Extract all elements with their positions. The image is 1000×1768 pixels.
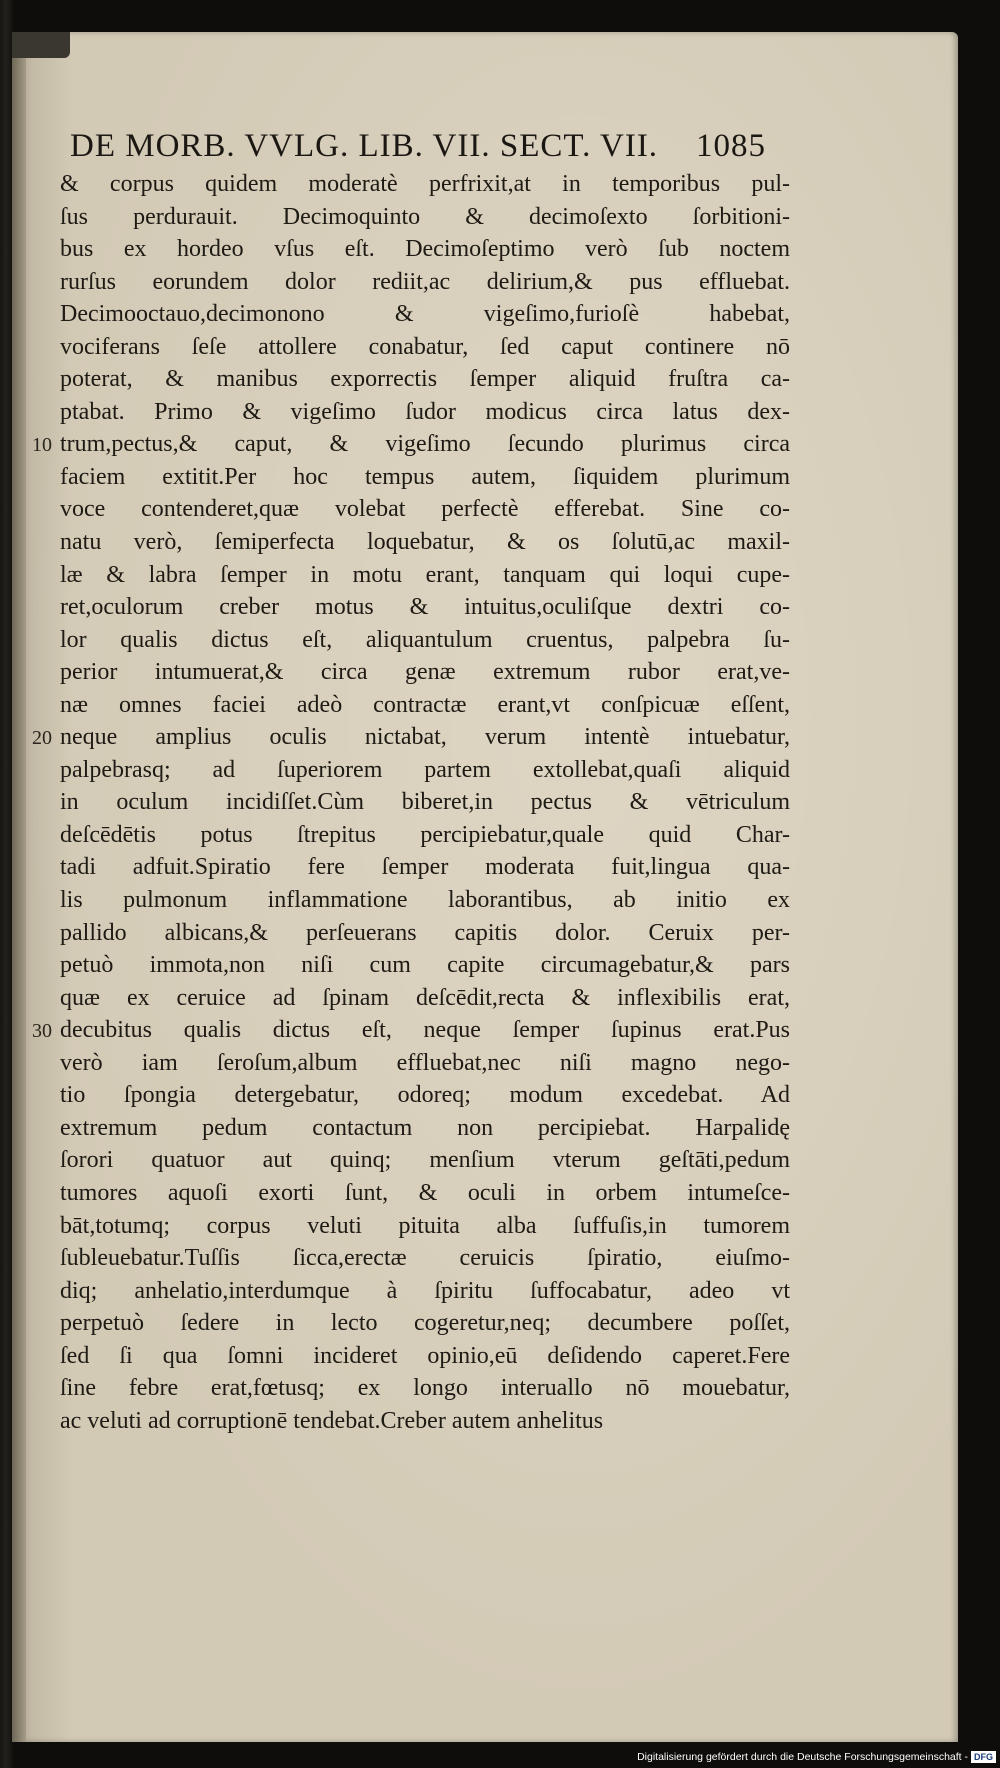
text-line: ſed ſi qua ſomni incideret opinio,eū deſidendo caperet.Fere <box>60 1342 790 1369</box>
text-line: bāt,totumq; corpus veluti pituita alba ſuffuſis,in tumorem <box>60 1212 790 1239</box>
text-line: decubitus qualis dictus eſt, neque ſemper ſupinus erat.Pus <box>60 1017 790 1044</box>
text-line: perior intumuerat,& circa genæ extremum rubor erat,ve- <box>60 659 790 686</box>
text-line: natu verò, ſemiperfecta loquebatur, & os ſolutū,ac maxil- <box>60 529 790 556</box>
text-line: quæ ex ceruice ad ſpinam deſcēdit,recta & inflexibilis erat, <box>60 984 790 1011</box>
margin-line-number: 30 <box>32 1020 52 1042</box>
text-line: ſubleuebatur.Tuſſis ſicca,erectæ ceruicis ſpiratio, eiuſmo- <box>60 1245 790 1272</box>
text-line: & corpus quidem moderatè perfrixit,at in temporibus pul- <box>60 171 790 197</box>
text-line: in oculum incidiſſet.Cùm biberet,in pectus & vētriculum <box>60 789 790 816</box>
text-line: faciem extitit.Per hoc tempus autem, ſiquidem plurimum <box>60 463 790 490</box>
text-line: lis pulmonum inflammatione laborantibus, ab initio ex <box>60 887 790 914</box>
text-line: deſcēdētis potus ſtrepitus percipiebatur,quale quid Char- <box>60 821 790 848</box>
text-line: trum,pectus,& caput, & vigeſimo ſecundo plurimus circa <box>60 431 790 458</box>
text-line: extremum pedum contactum non percipiebat. Harpalidę <box>60 1114 790 1141</box>
dfg-logo: DFG <box>971 1751 996 1763</box>
text-line: tadi adfuit.Spiratio fere ſemper moderata fuit,lingua qua- <box>60 854 790 881</box>
text-line: rurſus eorundem dolor rediit,ac delirium,& pus effluebat. <box>60 268 790 295</box>
text-line: verò iam ſeroſum,album effluebat,nec niſi magno nego- <box>60 1049 790 1076</box>
text-line: ret,oculorum creber motus & intuitus,oculiſque dextri co- <box>60 594 790 621</box>
text-line: ſorori quatuor aut quinq; menſium vterum geſtāti,pedum <box>60 1147 790 1174</box>
digitization-credit <box>520 1750 996 1764</box>
text-line: vociferans ſeſe attollere conabatur, ſed caput continere nō <box>60 333 790 360</box>
text-line: neque amplius oculis nictabat, verum intentè intuebatur, <box>60 724 790 751</box>
text-line: tumores aquoſi exorti ſunt, & oculi in orbem intumeſce- <box>60 1179 790 1206</box>
text-line: tio ſpongia detergebatur, odoreq; modum excedebat. Ad <box>60 1082 790 1109</box>
text-line: lor qualis dictus eſt, aliquantulum cruentus, palpebra ſu- <box>60 626 790 653</box>
text-line: bus ex hordeo vſus eſt. Decimoſeptimo verò ſub noctem <box>60 236 790 263</box>
margin-line-number: 20 <box>32 727 52 749</box>
text-line: petuò immota,non niſi cum capite circumagebatur,& pars <box>60 952 790 979</box>
text-line: ſine febre erat,fœtusq; ex longo interuallo nō mouebatur, <box>60 1375 790 1402</box>
running-title: DE MORB. VVLG. LIB. VII. SECT. VII. <box>70 128 659 164</box>
text-line: voce contenderet,quæ volebat perfectè efferebat. Sine co- <box>60 496 790 523</box>
text-line: næ omnes faciei adeò contractæ erant,vt conſpicuæ eſſent, <box>60 691 790 718</box>
running-header <box>70 128 766 165</box>
text-line: ptabat. Primo & vigeſimo ſudor modicus circa latus dex- <box>60 398 790 425</box>
credit-text: Digitalisierung gefördert durch die Deutsche Forschungsgemeinschaft - <box>637 1751 968 1763</box>
text-line: ac veluti ad corruptionē tendebat.Creber autem anhelitus <box>60 1407 604 1434</box>
text-line: pallido albicans,& perſeuerans capitis dolor. Ceruix per- <box>60 919 790 946</box>
text-line: palpebrasq; ad ſuperiorem partem extollebat,quaſi aliquid <box>60 756 790 783</box>
page-corner-tab <box>12 32 70 58</box>
text-line: læ & labra ſemper in motu erant, tanquam qui loqui cupe- <box>60 561 790 588</box>
page-gutter-shadow <box>12 32 26 1742</box>
text-line: perpetuò ſedere in lecto cogeretur,neq; decumbere poſſet, <box>60 1310 790 1337</box>
text-line: Decimooctauo,decimonono & vigeſimo,furioſè habebat, <box>60 301 790 328</box>
text-line: ſus perdurauit. Decimoquinto & decimoſexto ſorbitioni- <box>60 203 790 230</box>
page-number: 1085 <box>696 128 766 164</box>
text-line: poterat, & manibus exporrectis ſemper aliquid fruſtra ca- <box>60 366 790 393</box>
body-text <box>60 168 790 1437</box>
margin-line-number: 10 <box>32 434 52 456</box>
text-line: diq; anhelatio,interdumque à ſpiritu ſuffocabatur, adeo vt <box>60 1277 790 1304</box>
